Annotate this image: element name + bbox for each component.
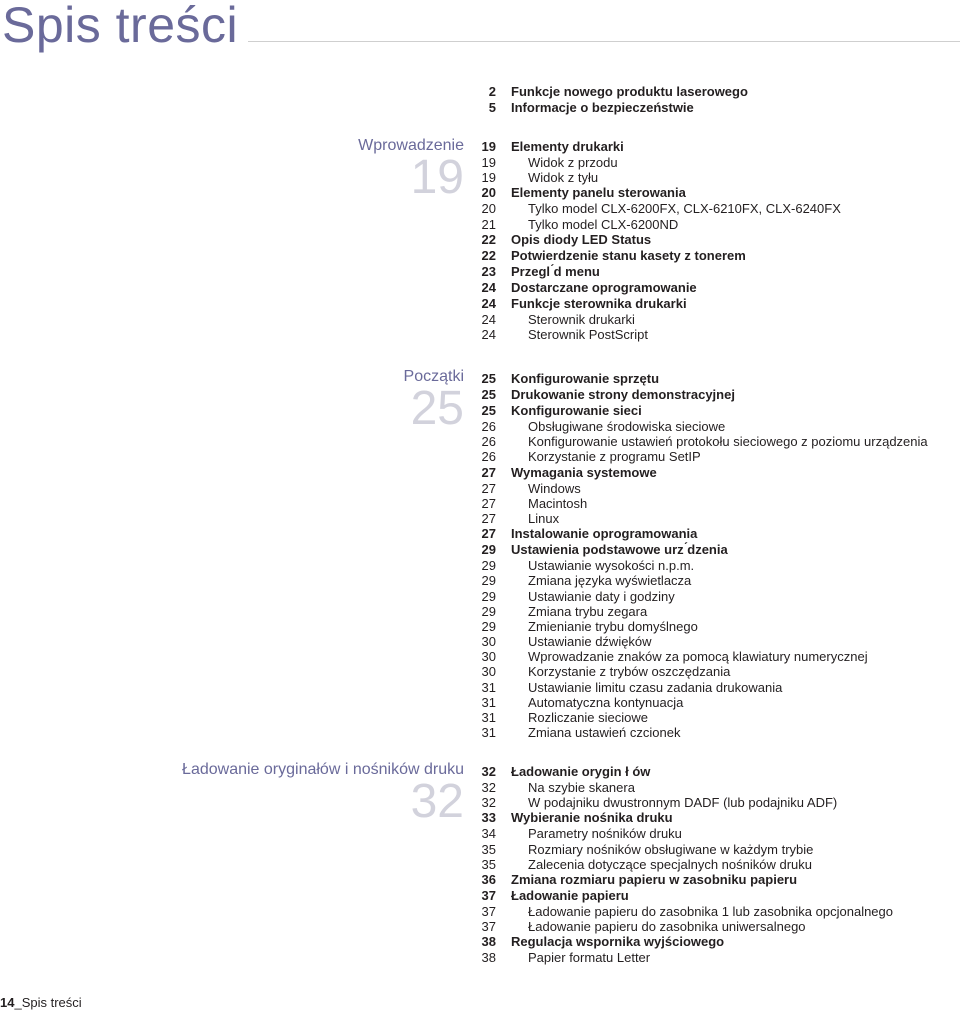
- toc-entry-page: 30: [481, 664, 496, 680]
- toc-entry-text: Funkcje sterownika drukarki: [511, 295, 687, 311]
- toc-entry[interactable]: [470, 496, 956, 511]
- toc-entry-text: Konfigurowanie sprzętu: [511, 371, 660, 386]
- toc-entry[interactable]: [470, 434, 956, 449]
- toc-entry[interactable]: [470, 904, 956, 919]
- toc-entry[interactable]: [470, 780, 956, 795]
- toc-entry-text: Zalecenia dotyczące specjalnych nośników druku: [528, 856, 812, 872]
- toc-entry[interactable]: [470, 185, 956, 201]
- toc-entry-text: Wymagania systemowe: [511, 464, 657, 480]
- toc-entry[interactable]: [470, 526, 956, 542]
- toc-entry-text: Elementy panelu sterowania: [511, 185, 686, 201]
- page-footer: [0, 995, 82, 1010]
- toc-entry[interactable]: [470, 842, 956, 857]
- toc-entry-page: 24: [481, 326, 496, 342]
- toc-entry-page: 37: [481, 919, 496, 935]
- toc-entry-page: 24: [481, 279, 496, 295]
- toc-entry-text: Parametry nośników druku: [528, 826, 682, 842]
- toc-entry-text: Konfigurowanie ustawień protokołu sieciowego z poziomu urządzenia: [528, 434, 928, 450]
- toc-entry-page: 31: [481, 710, 496, 725]
- toc-entry[interactable]: [470, 201, 956, 216]
- toc-entry-page: 20: [481, 185, 496, 201]
- toc-entry[interactable]: [470, 810, 956, 826]
- toc-entry-page: 22: [481, 231, 496, 247]
- toc-entry-text: Zmiana rozmiaru papieru w zasobniku papieru: [511, 871, 798, 887]
- section-entries-wprowadzenie: [470, 139, 956, 342]
- toc-entry[interactable]: [470, 634, 956, 649]
- section-entries-poczatki: [470, 371, 956, 740]
- toc-entry-page: 25: [481, 371, 496, 386]
- toc-entry-page: 21: [481, 216, 496, 232]
- page-title: Spis treści: [2, 0, 239, 53]
- toc-entry-text: Papier formatu Letter: [528, 950, 651, 966]
- toc-entry-page: 2: [488, 84, 496, 99]
- toc-entry[interactable]: [470, 100, 956, 116]
- toc-entry[interactable]: [470, 872, 956, 888]
- section-title-poczatki: Początki: [403, 368, 464, 385]
- toc-entry-text: Zmiana języka wyświetlacza: [528, 573, 692, 589]
- toc-entry[interactable]: [470, 387, 956, 403]
- section-title-ladowanie: Ładowanie oryginałów i nośników druku: [182, 761, 464, 778]
- toc-entry-page: 35: [481, 856, 496, 872]
- toc-entry-page: 27: [481, 464, 496, 480]
- toc-entry-text: Dostarczane oprogramowanie: [511, 279, 697, 295]
- toc-entry-page: 24: [481, 295, 496, 311]
- toc-entry[interactable]: [470, 919, 956, 934]
- toc-entry-page: 19: [481, 170, 496, 186]
- toc-entry-text: Elementy drukarki: [511, 139, 624, 154]
- toc-entry[interactable]: [470, 155, 956, 170]
- toc-entry-page: 23: [481, 263, 496, 279]
- toc-entry-page: 35: [481, 841, 496, 857]
- toc-entry-text: Widok z tyłu: [528, 170, 599, 186]
- toc-entry-page: 29: [481, 558, 496, 574]
- toc-entry[interactable]: [470, 764, 956, 780]
- toc-entry-text: Przegl ́d menu: [511, 263, 600, 279]
- toc-entry-page: 30: [481, 649, 496, 665]
- toc-entry-text: Tylko model CLX-6200ND: [528, 216, 679, 232]
- toc-entry-page: 25: [481, 403, 496, 418]
- toc-entry-text: Ustawianie wysokości n.p.m.: [528, 558, 695, 574]
- toc-entry-page: 30: [481, 634, 496, 650]
- section-number-ladowanie: 32: [410, 775, 464, 828]
- toc-entry-page: 27: [481, 495, 496, 511]
- toc-entry[interactable]: [470, 558, 956, 573]
- toc-entry-text: Obsługiwane środowiska sieciowe: [528, 419, 726, 434]
- toc-entry[interactable]: [470, 725, 956, 740]
- toc-entry[interactable]: [470, 619, 956, 634]
- toc-entry-page: 38: [481, 934, 496, 950]
- toc-entry-page: 36: [481, 871, 496, 887]
- toc-entry-page: 19: [481, 155, 496, 170]
- toc-entry[interactable]: [470, 139, 956, 155]
- toc-entry-text: Windows: [528, 480, 581, 496]
- toc-entry-text: Ustawianie dźwięków: [528, 634, 652, 650]
- toc-entry[interactable]: [470, 604, 956, 619]
- toc-entry-page: 26: [481, 449, 496, 465]
- toc-entry-page: 37: [481, 887, 496, 903]
- toc-entry-text: Automatyczna kontynuacja: [528, 694, 684, 710]
- toc-entry-page: 29: [481, 603, 496, 619]
- intro-entries: [470, 84, 956, 116]
- toc-entry[interactable]: [470, 857, 956, 872]
- toc-entry-text: W podajniku dwustronnym DADF (lub podajniku ADF): [528, 795, 838, 811]
- toc-entry-text: Wybieranie nośnika druku: [511, 810, 673, 826]
- toc-entry[interactable]: [470, 217, 956, 232]
- toc-entry-text: Na szybie skanera: [528, 780, 635, 795]
- section-number-wprowadzenie: 19: [410, 151, 464, 204]
- toc-entry[interactable]: [470, 680, 956, 695]
- toc-entry-text: Ładowanie papieru: [511, 887, 629, 903]
- toc-entry-text: Ładowanie papieru do zasobnika uniwersalnego: [528, 919, 806, 935]
- toc-entry[interactable]: [470, 589, 956, 604]
- toc-entry-text: Rozmiary nośników obsługiwane w każdym trybie: [528, 841, 814, 857]
- toc-entry-text: Zmienianie trybu domyślnego: [528, 618, 698, 634]
- toc-entry[interactable]: [470, 542, 956, 558]
- toc-entry[interactable]: [470, 84, 956, 100]
- toc-entry-page: 22: [481, 247, 496, 263]
- toc-entry[interactable]: [470, 296, 956, 312]
- title-divider: [248, 41, 960, 42]
- toc-entry-page: 5: [488, 100, 496, 115]
- toc-entry[interactable]: [470, 710, 956, 725]
- toc-entry[interactable]: [470, 449, 956, 464]
- toc-entry-page: 29: [481, 588, 496, 604]
- toc-entry-page: 37: [481, 903, 496, 919]
- toc-entry[interactable]: [470, 573, 956, 588]
- toc-entry-text: Rozliczanie sieciowe: [528, 710, 648, 725]
- toc-entry-page: 32: [481, 795, 496, 811]
- toc-entry-page: 24: [481, 311, 496, 327]
- toc-entry[interactable]: [470, 695, 956, 710]
- toc-entry[interactable]: [470, 664, 956, 679]
- toc-entry[interactable]: [470, 419, 956, 434]
- toc-entry-page: 26: [481, 434, 496, 450]
- toc-entry-text: Wprowadzanie znaków za pomocą klawiatury numerycznej: [528, 649, 868, 665]
- footer-label: _Spis treści: [14, 995, 82, 1010]
- toc-entry-page: 29: [481, 542, 496, 558]
- toc-entry-text: Sterownik drukarki: [528, 311, 635, 327]
- toc-entry-text: Ustawianie daty i godziny: [528, 588, 675, 604]
- toc-entry[interactable]: [470, 327, 956, 342]
- toc-entry-text: Korzystanie z programu SetIP: [528, 449, 701, 465]
- toc-entry[interactable]: [470, 248, 956, 264]
- toc-entry-page: 27: [481, 480, 496, 496]
- toc-entry-text: Ustawienia podstawowe urz ́dzenia: [511, 542, 728, 558]
- toc-entry-text: Drukowanie strony demonstracyjnej: [511, 387, 735, 402]
- toc-entry-page: 27: [481, 510, 496, 526]
- footer-page-number: 14: [0, 995, 15, 1010]
- section-title-wprowadzenie: Wprowadzenie: [358, 137, 464, 154]
- toc-entry[interactable]: [470, 312, 956, 327]
- toc-entry-text: Sterownik PostScript: [528, 326, 648, 342]
- toc-entry-text: Ładowanie orygin ł ów: [511, 764, 651, 779]
- toc-entry-page: 29: [481, 618, 496, 634]
- toc-entry-page: 20: [481, 201, 496, 217]
- toc-entry-text: Linux: [528, 510, 560, 526]
- toc-entry[interactable]: [470, 950, 956, 965]
- toc-entry-page: 29: [481, 573, 496, 589]
- toc-entry-text: Tylko model CLX-6200FX, CLX-6210FX, CLX-6240FX: [528, 201, 841, 217]
- toc-entry-text: Konfigurowanie sieci: [511, 403, 642, 418]
- toc-entry-page: 27: [481, 526, 496, 542]
- toc-entry[interactable]: [470, 232, 956, 248]
- toc-entry-text: Ustawianie limitu czasu zadania drukowania: [528, 679, 783, 695]
- toc-entry[interactable]: [470, 934, 956, 950]
- toc-entry-text: Funkcje nowego produktu laserowego: [511, 84, 748, 99]
- toc-entry[interactable]: [470, 465, 956, 481]
- toc-entry-page: 32: [481, 764, 496, 779]
- toc-entry[interactable]: [470, 264, 956, 280]
- toc-entry-page: 26: [481, 419, 496, 434]
- toc-entry-text: Zmiana trybu zegara: [528, 603, 648, 619]
- toc-entry[interactable]: [470, 649, 956, 664]
- toc-entry-text: Opis diody LED Status: [511, 231, 652, 247]
- toc-entry[interactable]: [470, 888, 956, 904]
- toc-entry[interactable]: [470, 826, 956, 841]
- toc-entry-text: Widok z przodu: [528, 155, 618, 170]
- toc-entry[interactable]: [470, 371, 956, 387]
- toc-entry-page: 38: [481, 950, 496, 966]
- toc-entry-page: 33: [481, 810, 496, 826]
- toc-entry-page: 25: [481, 387, 496, 402]
- toc-entry-text: Instalowanie oprogramowania: [511, 526, 698, 542]
- toc-entry-text: Potwierdzenie stanu kasety z tonerem: [511, 247, 746, 263]
- toc-entry-page: 34: [481, 826, 496, 842]
- toc-entry-text: Regulacja wspornika wyjściowego: [511, 934, 725, 950]
- toc-entry-text: Korzystanie z trybów oszczędzania: [528, 664, 731, 680]
- toc-entry-text: Zmiana ustawień czcionek: [528, 725, 681, 741]
- toc-entry-page: 31: [481, 694, 496, 710]
- toc-entry[interactable]: [470, 481, 956, 496]
- toc-entry-page: 32: [481, 780, 496, 795]
- section-entries-ladowanie: [470, 764, 956, 966]
- toc-entry-text: Macintosh: [528, 495, 588, 511]
- toc-entry-page: 19: [481, 139, 496, 154]
- toc-entry[interactable]: [470, 511, 956, 526]
- toc-entry-page: 31: [481, 679, 496, 695]
- toc-entry[interactable]: [470, 170, 956, 185]
- toc-entry-text: Informacje o bezpieczeństwie: [511, 100, 694, 115]
- section-number-poczatki: 25: [410, 382, 464, 435]
- toc-entry-text: Ładowanie papieru do zasobnika 1 lub zasobnika opcjonalnego: [528, 903, 893, 919]
- toc-entry[interactable]: [470, 795, 956, 810]
- toc-entry[interactable]: [470, 403, 956, 419]
- toc-entry[interactable]: [470, 280, 956, 296]
- toc-entry-page: 31: [481, 725, 496, 741]
